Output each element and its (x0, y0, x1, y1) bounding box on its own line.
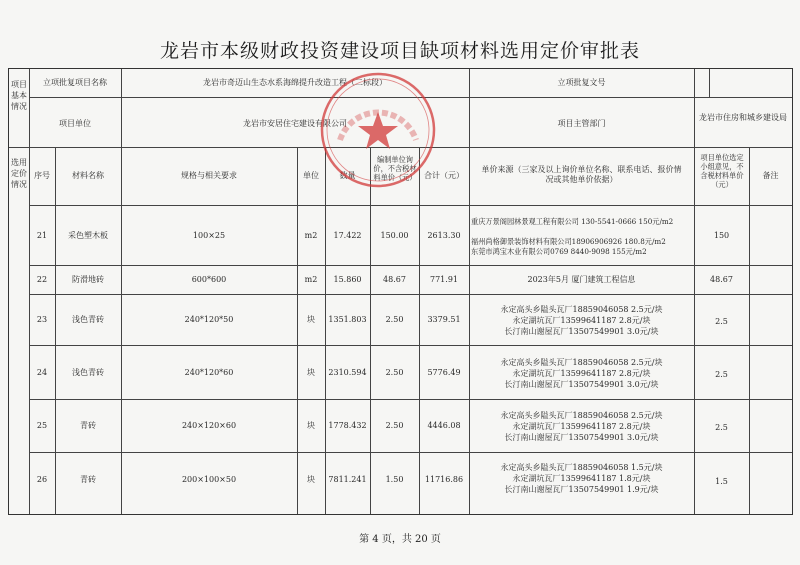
row-24-source-3: 长汀南山谢屋瓦厂13507549901 3.0元/块 (504, 380, 659, 389)
approval-table (8, 68, 793, 515)
dept-label: 项目主管部门 (557, 119, 606, 128)
row-25-name: 青砖 (80, 421, 96, 430)
row-26-unit: 块 (307, 475, 315, 484)
row-21-source-1: 重庆万景阁园林景观工程有限公司 130-5541-0666 150元/m2 (471, 217, 674, 226)
row-25-source-3: 长汀南山谢屋瓦厂13507549901 3.0元/块 (504, 433, 659, 442)
col-total: 合计（元） (424, 171, 464, 180)
unit-value: 龙岩市安居住宅建设有限公司 (243, 119, 347, 128)
row-23-source-1: 永定高头乡隘头瓦厂18859046058 2.5元/块 (500, 305, 663, 314)
section-pricing-label: 选用定价情况 (11, 158, 27, 189)
col-unit: 单位 (303, 171, 319, 180)
row-24-proposed: 2.5 (715, 370, 728, 379)
row-26-qty: 7811.241 (328, 475, 367, 484)
row-21-unit: m2 (304, 231, 318, 240)
row-23-total: 3379.51 (427, 315, 461, 324)
row-23-proposed: 2.5 (715, 317, 728, 326)
row-24-no: 24 (36, 368, 48, 377)
row-22-name: 防滑地砖 (72, 275, 104, 284)
row-23-spec: 240*120*50 (184, 315, 234, 324)
page-footer: 第 4 页，共 20 页 (359, 534, 441, 545)
row-26-spec: 200×100×50 (181, 475, 237, 484)
project-name-value: 龙岩市奇迈山生态水系海绵提升改造工程（二标段） (203, 78, 387, 87)
page-title: 龙岩市本级财政投资建设项目缺项材料选用定价审批表 (159, 40, 640, 62)
row-26-proposed: 1.5 (715, 477, 728, 486)
row-25-proposed: 2.5 (715, 423, 728, 432)
row-21-name: 采色塑木板 (68, 231, 108, 240)
row-23-unit: 块 (307, 315, 315, 324)
row-24-price: 2.50 (385, 368, 404, 377)
row-22-proposed: 48.67 (710, 275, 733, 284)
row-25-source-1: 永定高头乡隘头瓦厂18859046058 2.5元/块 (500, 411, 663, 420)
row-21-qty: 17.422 (333, 231, 362, 240)
row-22-source-1: 2023年5月 厦门建筑工程信息 (527, 275, 636, 284)
row-23-source-3: 长汀南山谢屋瓦厂13507549901 3.0元/块 (504, 327, 659, 336)
row-26-price: 1.50 (385, 475, 404, 484)
row-25-source-2: 永定湖坑瓦厂13599641187 2.8元/块 (512, 422, 651, 431)
row-26-source-1: 永定高头乡隘头瓦厂18859046058 1.5元/块 (500, 463, 663, 472)
row-24-total: 5776.49 (427, 368, 461, 377)
row-25-no: 25 (36, 421, 48, 430)
row-22-price: 48.67 (383, 275, 406, 284)
row-23-qty: 1351.803 (328, 315, 367, 324)
row-24-spec: 240*120*60 (184, 368, 234, 377)
row-26-source-2: 永定湖坑瓦厂13599641187 1.8元/块 (512, 474, 651, 483)
row-21-no: 21 (36, 231, 48, 240)
row-22-spec: 600*600 (191, 275, 227, 284)
row-21-spec: 100×25 (192, 231, 226, 240)
col-note: 备注 (762, 171, 779, 180)
col-proposed: 项目单位选定小组意见，不含税材料单价（元） (700, 153, 744, 189)
dept-value: 龙岩市住房和城乡建设局 (699, 113, 787, 122)
row-22-qty: 15.860 (333, 275, 362, 284)
row-26-no: 26 (36, 475, 48, 484)
row-25-price: 2.50 (385, 421, 404, 430)
row-24-source-1: 永定高头乡隘头瓦厂18859046058 2.5元/块 (500, 358, 663, 367)
row-25-unit: 块 (307, 421, 315, 430)
row-24-source-2: 永定湖坑瓦厂13599641187 2.8元/块 (512, 369, 651, 378)
row-24-name: 浅色青砖 (72, 368, 104, 377)
row-23-no: 23 (36, 315, 48, 324)
row-22-no: 22 (36, 275, 48, 284)
row-24-unit: 块 (307, 368, 315, 377)
row-25-total: 4446.08 (427, 421, 461, 430)
row-22-total: 771.91 (430, 275, 458, 284)
col-qty: 数量 (339, 171, 356, 180)
row-26-name: 青砖 (80, 475, 96, 484)
row-25-qty: 1778.432 (328, 421, 367, 430)
row-26-source-3: 长汀南山谢屋瓦厂13507549901 1.9元/块 (504, 485, 659, 494)
row-21-total: 2613.30 (427, 231, 461, 240)
col-no: 序号 (34, 171, 50, 180)
col-spec: 规格与相关要求 (181, 171, 237, 180)
col-source: 单价来源（三家及以上询价单位名称、联系电话、报价情况或其他单价依据） (481, 165, 682, 184)
row-25-spec: 240×120×60 (181, 421, 237, 430)
unit-label: 项目单位 (59, 119, 91, 128)
row-21-source-2: 福州尚格御景装饰材料有限公司18906906926 180.8元/m2 (471, 237, 666, 246)
row-23-source-2: 永定湖坑瓦厂13599641187 2.8元/块 (512, 316, 651, 325)
row-23-name: 浅色青砖 (72, 315, 104, 324)
col-price: 编制单位询价，不含税材料单价（元） (373, 155, 417, 182)
row-24-qty: 2310.594 (328, 368, 367, 377)
row-22-unit: m2 (304, 275, 318, 284)
row-23-price: 2.50 (385, 315, 404, 324)
col-name: 材料名称 (72, 171, 104, 180)
project-name-label: 立项批复项目名称 (43, 78, 107, 87)
row-21-source-3: 东莞市鸿宝木业有限公司0769 8440-9098 155元/m2 (471, 247, 647, 256)
approval-no-label: 立项批复文号 (557, 78, 606, 87)
row-21-proposed: 150 (713, 231, 730, 240)
row-21-price: 150.00 (380, 231, 409, 240)
row-26-total: 11716.86 (424, 475, 464, 484)
section-basic-label: 项目基本情况 (11, 80, 27, 111)
